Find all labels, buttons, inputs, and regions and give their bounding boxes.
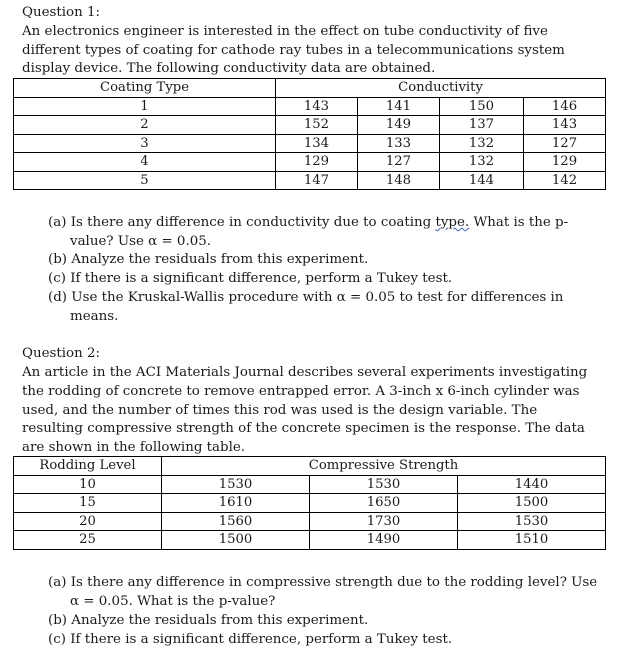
rodding-level-cell: 25 bbox=[14, 531, 162, 550]
strength-cell: 1730 bbox=[310, 512, 458, 531]
q2-intro-line-3: used, and the number of times this rod was used is the design variable. The bbox=[22, 403, 538, 418]
table-row bbox=[14, 512, 606, 531]
q1-question-a-line-2: value? Use α = 0.05. bbox=[70, 234, 212, 249]
q2-question-a-line-2: α = 0.05. What is the p-value? bbox=[70, 594, 276, 609]
strength-cell: 1650 bbox=[310, 494, 458, 513]
conductivity-cell: 146 bbox=[524, 97, 606, 116]
strength-cell: 1530 bbox=[310, 475, 458, 494]
q1-title: Question 1: bbox=[22, 5, 101, 20]
q2-question-c bbox=[48, 630, 452, 649]
q2-question-b-text: Analyze the residuals from this experiment. bbox=[71, 613, 369, 628]
q2-question-a-line-1 bbox=[48, 573, 597, 592]
strength-cell: 1500 bbox=[162, 531, 310, 550]
strength-cell: 1490 bbox=[310, 531, 458, 550]
q2-header-rodding-level: Rodding Level bbox=[14, 457, 162, 476]
q2-question-c-text: If there is a significant difference, perform a Tukey test. bbox=[70, 632, 453, 647]
coating-type-cell: 3 bbox=[14, 134, 276, 153]
q1-header-conductivity: Conductivity bbox=[276, 79, 606, 98]
conductivity-cell: 133 bbox=[358, 134, 440, 153]
table-row bbox=[14, 475, 606, 494]
rodding-level-cell: 10 bbox=[14, 475, 162, 494]
strength-cell: 1560 bbox=[162, 512, 310, 531]
coating-type-cell: 2 bbox=[14, 116, 276, 135]
q1-question-d-line-1 bbox=[48, 288, 563, 307]
q2-header-compressive-strength: Compressive Strength bbox=[162, 457, 606, 476]
q1-question-b-label: (b) bbox=[48, 252, 68, 267]
conductivity-cell: 129 bbox=[276, 153, 358, 172]
q2-question-c-label: (c) bbox=[48, 632, 66, 647]
q1-question-a-text: Is there any difference in conductivity due to coating bbox=[70, 215, 436, 230]
q1-question-c-text: If there is a significant difference, perform a Tukey test. bbox=[70, 271, 453, 286]
q1-question-c bbox=[48, 269, 452, 288]
conductivity-cell: 152 bbox=[276, 116, 358, 135]
q2-intro-line-2: the rodding of concrete to remove entrapped error. A 3-inch x 6-inch cylinder was bbox=[22, 384, 580, 399]
q2-intro-line-1: An article in the ACI Materials Journal describes several experiments investigating bbox=[22, 365, 588, 380]
q1-question-d-label: (d) bbox=[48, 290, 68, 305]
q1-question-a-line-1 bbox=[48, 213, 568, 232]
conductivity-cell: 141 bbox=[358, 97, 440, 116]
conductivity-cell: 127 bbox=[358, 153, 440, 172]
q2-question-a-label: (a) bbox=[48, 575, 67, 590]
q1-question-a-misspelled-word: type. bbox=[435, 215, 470, 230]
q2-title: Question 2: bbox=[22, 346, 101, 361]
conductivity-cell: 148 bbox=[358, 171, 440, 190]
q1-header-coating-type: Coating Type bbox=[14, 79, 276, 98]
q1-conductivity-table bbox=[13, 78, 606, 190]
q1-intro-line-3: display device. The following conductivity data are obtained. bbox=[22, 61, 436, 76]
conductivity-cell: 134 bbox=[276, 134, 358, 153]
coating-type-cell: 1 bbox=[14, 97, 276, 116]
conductivity-cell: 144 bbox=[440, 171, 524, 190]
q1-question-a-text-tail: What is the p- bbox=[469, 215, 569, 230]
strength-cell: 1510 bbox=[458, 531, 606, 550]
conductivity-cell: 149 bbox=[358, 116, 440, 135]
q1-question-b-text: Analyze the residuals from this experiment. bbox=[71, 252, 369, 267]
conductivity-cell: 147 bbox=[276, 171, 358, 190]
conductivity-cell: 132 bbox=[440, 153, 524, 172]
q1-intro-line-1: An electronics engineer is interested in the effect on tube conductivity of five bbox=[22, 24, 548, 39]
conductivity-cell: 143 bbox=[524, 116, 606, 135]
q1-question-c-label: (c) bbox=[48, 271, 66, 286]
q2-compressive-strength-table bbox=[13, 456, 606, 550]
conductivity-cell: 143 bbox=[276, 97, 358, 116]
table-row bbox=[14, 134, 606, 153]
conductivity-cell: 142 bbox=[524, 171, 606, 190]
q2-question-b bbox=[48, 611, 368, 630]
q2-question-a-text: Is there any difference in compressive strength due to the rodding level? Use bbox=[70, 575, 598, 590]
conductivity-cell: 132 bbox=[440, 134, 524, 153]
table-row bbox=[14, 494, 606, 513]
conductivity-cell: 150 bbox=[440, 97, 524, 116]
table-row bbox=[14, 171, 606, 190]
coating-type-cell: 5 bbox=[14, 171, 276, 190]
table-row bbox=[14, 97, 606, 116]
q1-question-a-label: (a) bbox=[48, 215, 67, 230]
strength-cell: 1610 bbox=[162, 494, 310, 513]
q1-question-d-line-2: means. bbox=[70, 309, 119, 324]
table-row bbox=[14, 531, 606, 550]
conductivity-cell: 129 bbox=[524, 153, 606, 172]
strength-cell: 1500 bbox=[458, 494, 606, 513]
strength-cell: 1440 bbox=[458, 475, 606, 494]
q1-question-d-text: Use the Kruskal-Wallis procedure with α = 0.05 to test for differences in bbox=[71, 290, 564, 305]
rodding-level-cell: 20 bbox=[14, 512, 162, 531]
q2-intro-line-5: are shown in the following table. bbox=[22, 440, 246, 455]
table-row bbox=[14, 116, 606, 135]
q1-intro-line-2: different types of coating for cathode ray tubes in a telecommunications system bbox=[22, 43, 565, 58]
coating-type-cell: 4 bbox=[14, 153, 276, 172]
strength-cell: 1530 bbox=[458, 512, 606, 531]
q1-question-b bbox=[48, 250, 368, 269]
conductivity-cell: 137 bbox=[440, 116, 524, 135]
strength-cell: 1530 bbox=[162, 475, 310, 494]
q2-intro-line-4: resulting compressive strength of the concrete specimen is the response. The data bbox=[22, 421, 585, 436]
conductivity-cell: 127 bbox=[524, 134, 606, 153]
table-row bbox=[14, 153, 606, 172]
q2-question-b-label: (b) bbox=[48, 613, 68, 628]
rodding-level-cell: 15 bbox=[14, 494, 162, 513]
